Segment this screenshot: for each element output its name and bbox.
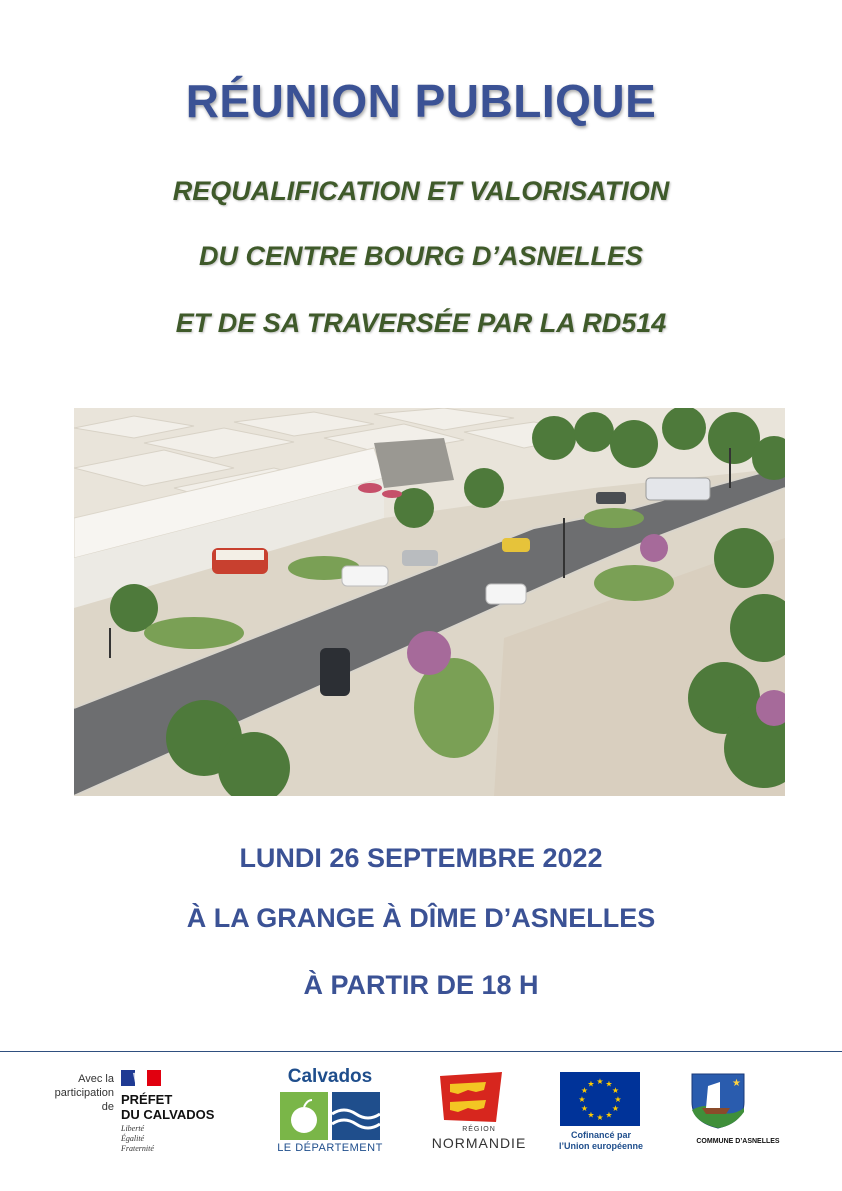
calvados-name: Calvados [287,1066,373,1087]
svg-text:★: ★ [596,1077,604,1086]
page-title: RÉUNION PUBLIQUE [185,75,657,127]
republic-motto: Liberté Égalité Fraternité [121,1124,154,1153]
commune-asnelles-logo [688,1072,788,1154]
region-label: RÉGION [462,1126,496,1133]
svg-text:★: ★ [580,1104,589,1113]
participation-label: Avec la participation de [54,1073,114,1113]
svg-text:★: ★ [605,1110,613,1120]
marianne-flag-icon [121,1070,161,1086]
svg-text:★: ★ [587,1079,595,1089]
project-rendering-image [74,408,785,796]
event-place: À LA GRANGE À DÎME D’ASNELLES [186,903,656,933]
svg-text:★: ★ [614,1095,622,1104]
subtitle-line-2: DU CENTRE BOURG D’ASNELLES [198,241,644,271]
prefet-calvados-logo [48,1070,248,1156]
normandie-name: NORMANDIE [431,1135,527,1151]
commune-name: COMMUNE D’ASNELLES [696,1138,780,1145]
eu-cofinancing-text: Cofinancé par l’Union européenne [558,1130,643,1151]
svg-text:★: ★ [596,1113,604,1122]
prefet-name: PRÉFET DU CALVADOS [121,1092,215,1122]
eu-flag-icon [560,1072,640,1126]
calvados-subtitle: LE DÉPARTEMENT [277,1142,383,1154]
svg-text:★: ★ [580,1086,589,1095]
svg-text:★: ★ [611,1104,620,1113]
svg-text:★: ★ [732,1078,741,1089]
footer-divider [0,1051,842,1052]
calvados-departement-logo [276,1066,384,1156]
subtitle-line-1: REQUALIFICATION ET VALORISATION [172,176,670,206]
svg-text:★: ★ [587,1110,595,1120]
region-normandie-logo [424,1072,534,1154]
eu-cofinancing-logo [553,1072,649,1154]
event-time: À PARTIR DE 18 H [303,970,539,1000]
normandy-lions-icon [436,1072,506,1124]
apple-wave-icon [280,1092,380,1140]
subtitle-line-3: ET DE SA TRAVERSÉE PAR LA RD514 [175,308,667,338]
svg-text:★: ★ [611,1086,620,1095]
svg-text:★: ★ [605,1079,613,1089]
event-date: LUNDI 26 SEPTEMBRE 2022 [239,843,603,873]
asnelles-crest-icon [690,1072,746,1130]
svg-text:★: ★ [578,1095,586,1104]
